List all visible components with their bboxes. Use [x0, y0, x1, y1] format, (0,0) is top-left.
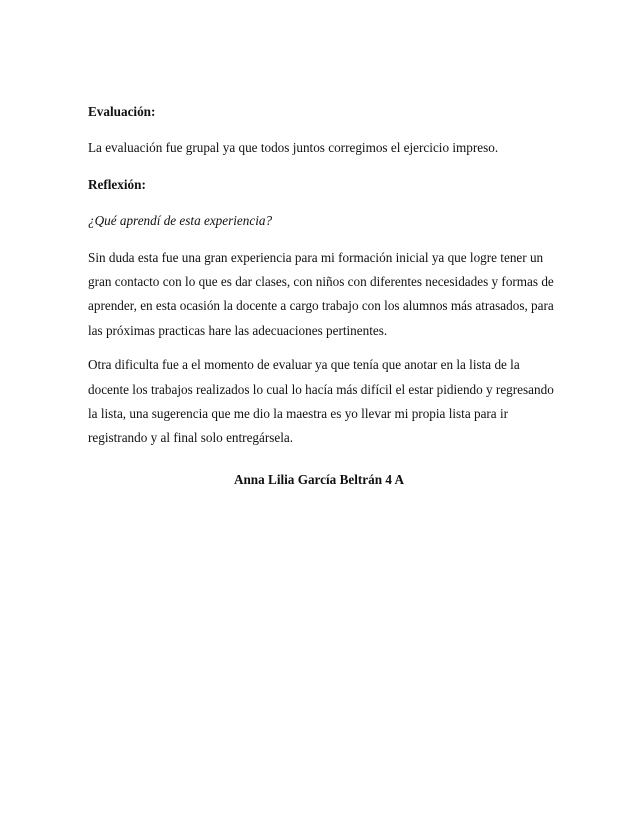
- reflection-paragraph-2: Otra dificulta fue a el momento de evaluar ya que tenía que anotar en la lista de la docente los trabajos realizados lo cual lo hacía más difícil el estar pidiendo y regresando la lista, una sugerencia que me dio la maestra es yo llevar mi propia lista para ir registrando y al final solo entregársela.: [88, 357, 554, 446]
- reflexion-heading: Reflexión:: [88, 176, 146, 192]
- reflection-question: ¿Qué aprendí de esta experiencia?: [88, 213, 273, 229]
- evaluacion-heading: Evaluación:: [88, 104, 156, 119]
- reflection-paragraph-1: Sin duda esta fue una gran experiencia para mi formación inicial ya que logre tener un gran contacto con lo que es dar clases, con niños con diferentes necesidades y formas de aprender, en esta ocasión la docente a cargo trabajo con los alumnos más atrasados, para las próximas practicas hare las adecuaciones pertinentes.: [88, 249, 554, 338]
- document-body: [88, 100, 558, 451]
- evaluacion-text: La evaluación fue grupal ya que todos juntos corregimos el ejercicio impreso.: [88, 140, 499, 156]
- author-signature: Anna Lilia García Beltrán 4 A: [233, 472, 405, 487]
